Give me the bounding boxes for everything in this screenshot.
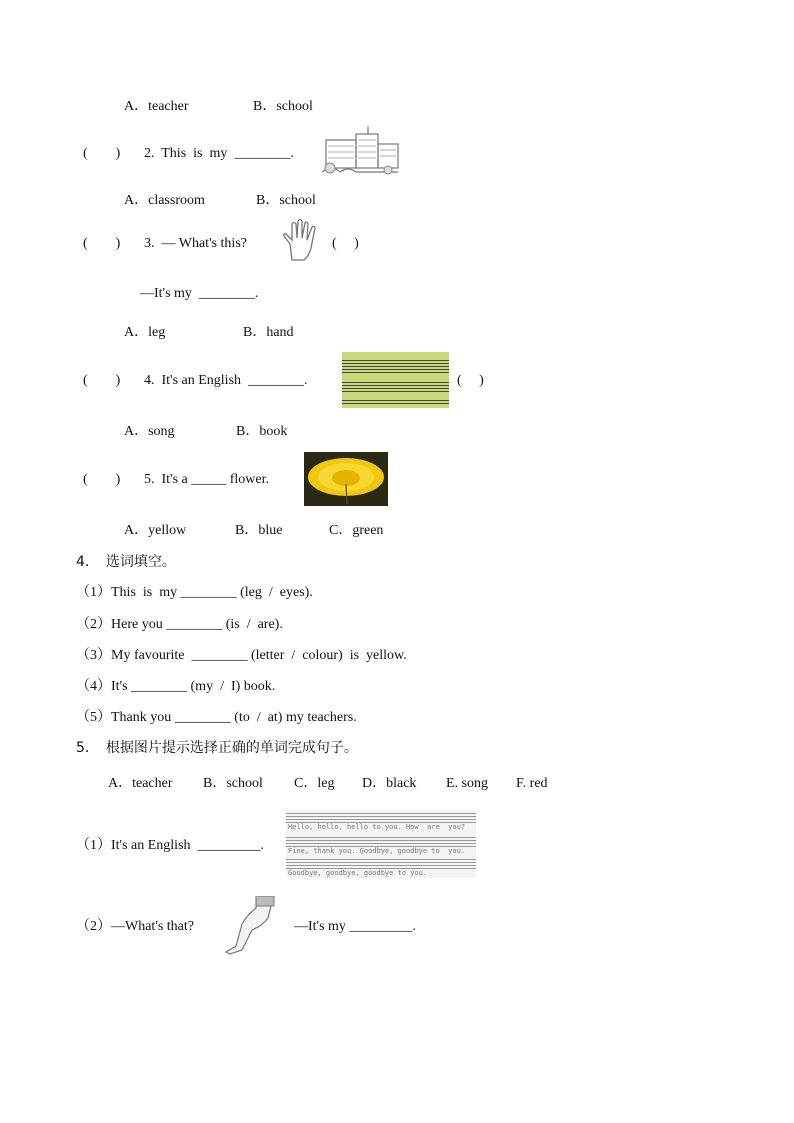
section5-item-2-answer: —It's my _________. — [294, 919, 416, 934]
section4-item-2: （2）Here you ________ (is / are). — [76, 617, 283, 632]
q3-answer-paren[interactable]: ( ) — [83, 236, 121, 251]
q2-stem: 2. This is my ________. — [144, 146, 294, 161]
q4-option-a: A．song — [124, 424, 175, 439]
section5-option-a: A．teacher — [108, 776, 173, 791]
q1-option-b: B．school — [253, 99, 313, 114]
section4-item-4: （4）It's ________ (my / I) book. — [76, 679, 276, 694]
q3-picture-paren[interactable]: ( ) — [332, 236, 359, 251]
section4-item-5: （5）Thank you ________ (to / at) my teachers. — [76, 710, 357, 725]
leg-image — [222, 896, 276, 956]
q4-stem: 4. It's an English ________. — [144, 373, 308, 388]
q2-answer-paren[interactable]: ( ) — [83, 146, 121, 161]
section5-option-b: B．school — [203, 776, 263, 791]
q4-answer-paren[interactable]: ( ) — [83, 373, 121, 388]
q5-option-b: B．blue — [235, 523, 283, 538]
section5-option-c: C．leg — [294, 776, 335, 791]
song-lyric-1: Hello, hello, hello to you. How are you? — [288, 823, 466, 831]
section5-option-d: D．black — [362, 776, 417, 791]
section5-item-2: （2）—What's that? — [76, 919, 194, 934]
section5-option-f: F. red — [516, 776, 548, 791]
q5-stem: 5. It's a _____ flower. — [144, 472, 270, 487]
section5-item-1: （1）It's an English _________. — [76, 838, 265, 853]
q5-option-a: A．yellow — [124, 523, 187, 538]
song-lyric-2: Fine, thank you. Goodbye, goodbye to you. — [288, 847, 466, 855]
song-sheet-image — [286, 810, 476, 878]
sheet-music-image — [342, 352, 449, 408]
q5-option-c: C．green — [329, 523, 384, 538]
q5-answer-paren[interactable]: ( ) — [83, 472, 121, 487]
section4-item-1: （1）This is my ________ (leg / eyes). — [76, 585, 313, 600]
hand-image — [280, 218, 320, 262]
q3-option-a: A．leg — [124, 325, 166, 340]
section4-title: 4． 选词填空。 — [76, 554, 176, 570]
q3-stem: 3. — What's this? — [144, 236, 247, 251]
q2-option-b: B．school — [256, 193, 316, 208]
school-building-image — [318, 126, 402, 180]
q3-answer-line: —It's my ________. — [140, 286, 259, 301]
section4-item-3: （3）My favourite ________ (letter / colour) is yellow. — [76, 648, 407, 663]
q3-option-b: B．hand — [243, 325, 294, 340]
q4-option-b: B．book — [236, 424, 288, 439]
song-lyric-3: Goodbye, goodbye, goodbye to you. — [288, 869, 428, 877]
yellow-flower-image — [304, 452, 388, 506]
q2-option-a: A．classroom — [124, 193, 205, 208]
q4-picture-paren[interactable]: ( ) — [457, 373, 484, 388]
section5-option-e: E. song — [446, 776, 488, 791]
section5-title: 5． 根据图片提示选择正确的单词完成句子。 — [76, 740, 358, 756]
q1-option-a: A．teacher — [124, 99, 189, 114]
